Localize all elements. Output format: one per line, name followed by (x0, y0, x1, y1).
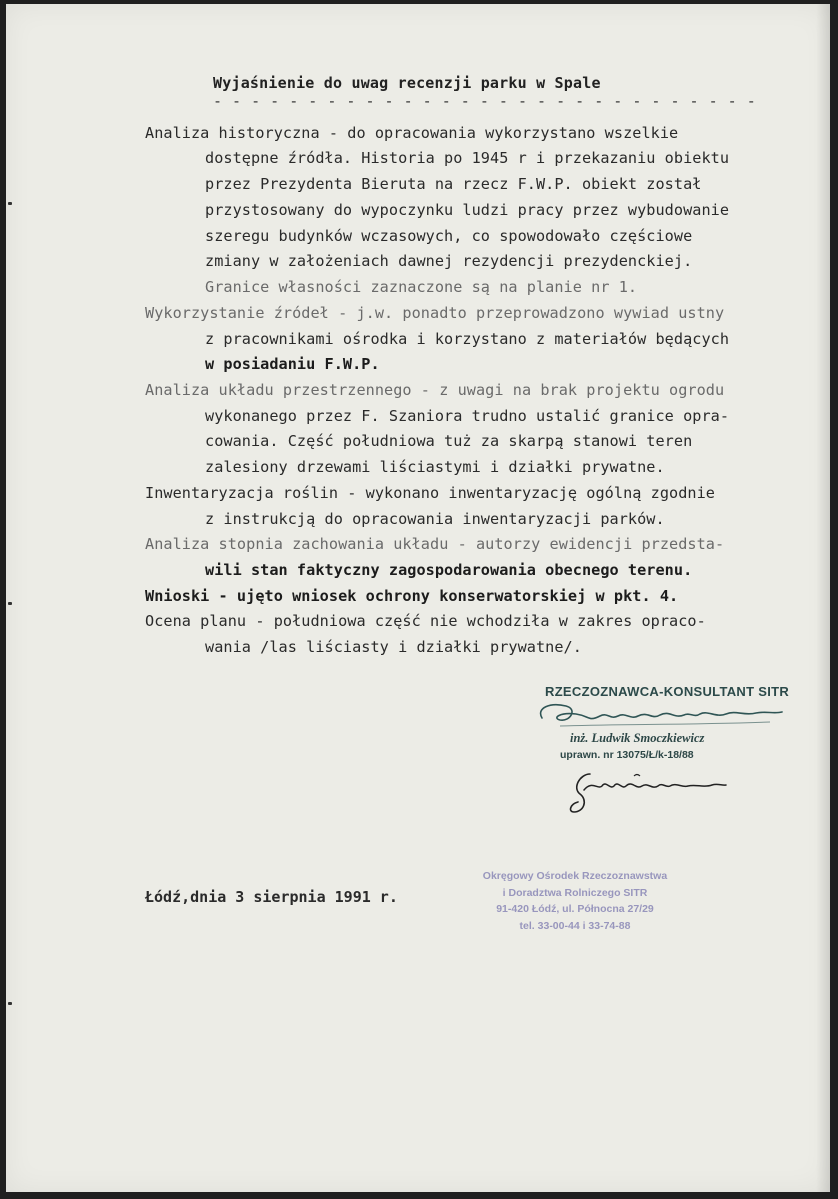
stamp-signature (530, 698, 790, 732)
body-line: Granice własności zaznaczone są na planie nr 1. (205, 278, 638, 296)
page-edge-shadow (816, 4, 830, 1192)
body-line: zmiany w założeniach dawnej rezydencji prezydenckiej. (205, 252, 693, 270)
office-stamp-line: 91-420 Łódź, ul. Północna 27/29 (496, 903, 654, 915)
office-stamp-line: Okręgowy Ośrodek Rzeczoznawstwa (482, 870, 668, 882)
hole-punch-mark (8, 602, 12, 605)
body-line: Wykorzystanie źródeł - j.w. ponadto przeprowadzono wywiad ustny (145, 304, 725, 322)
body-line: w posiadaniu F.W.P. (205, 355, 380, 373)
office-stamp-line: i Doradztwa Rolniczego SITR (502, 886, 648, 899)
body-line: szeregu budynków wczasowych, co spowodowało częściowe (205, 227, 693, 245)
body-line: Inwentaryzacja roślin - wykonano inwentaryzację ogólną zgodnie (145, 484, 716, 502)
body-line: wania /las liściasty i działki prywatne/. (205, 638, 582, 656)
body-line: wili stan faktyczny zagospodarowania obecnego terenu. (205, 561, 693, 579)
hole-punch-mark (8, 202, 12, 205)
body-line: przystosowany do wypoczynku ludzi pracy przez wybudowanie (205, 201, 730, 219)
consultant-stamp-title: RZECZOZNAWCA-KONSULTANT SITR (545, 684, 790, 699)
body-line: cowania. Część południowa tuż za skarpą stanowi teren (205, 432, 693, 450)
consultant-name: inż. Ludwik Smoczkiewicz (570, 731, 705, 745)
body-line: Wnioski - ujęto wniosek ochrony konserwatorskiej w pkt. 4. (145, 587, 679, 605)
body-line: przez Prezydenta Bieruta na rzecz F.W.P. obiekt został (205, 175, 702, 193)
body-line: Analiza układu przestrzennego - z uwagi na brak projektu ogrodu (145, 381, 725, 399)
body-line: wykonanego przez F. Szaniora trudno ustalić granice opra- (205, 407, 730, 425)
date-line: Łódź,dnia 3 sierpnia 1991 r. (145, 888, 398, 906)
consultant-license: uprawn. nr 13075/Ł/k-18/88 (560, 749, 694, 761)
title-underline: - - - - - - - - - - - - - - - - - - - - - - - - - - - - - (213, 92, 757, 110)
body-line: z instrukcją do opracowania inwentaryzacji parków. (205, 510, 665, 528)
body-line: Analiza stopnia zachowania układu - autorzy ewidencji przedsta- (145, 535, 725, 553)
body-line: Analiza historyczna - do opracowania wykorzystano wszelkie (145, 124, 679, 142)
office-stamp-line: tel. 33-00-44 i 33-74-88 (519, 919, 631, 932)
hole-punch-mark (8, 1002, 12, 1005)
document-title: Wyjaśnienie do uwag recenzji parku w Spale (213, 74, 601, 92)
body-line: z pracownikami ośrodka i korzystano z materiałów będących (205, 330, 730, 348)
handwritten-signature (562, 768, 732, 818)
body-line: zalesiony drzewami liściastymi i działki prywatne. (205, 458, 665, 476)
office-stamp (470, 868, 680, 934)
body-line: Ocena planu - południowa część nie wchodziła w zakres opraco- (145, 612, 706, 630)
body-line: dostępne źródła. Historia po 1945 r i przekazaniu obiektu (205, 149, 730, 167)
